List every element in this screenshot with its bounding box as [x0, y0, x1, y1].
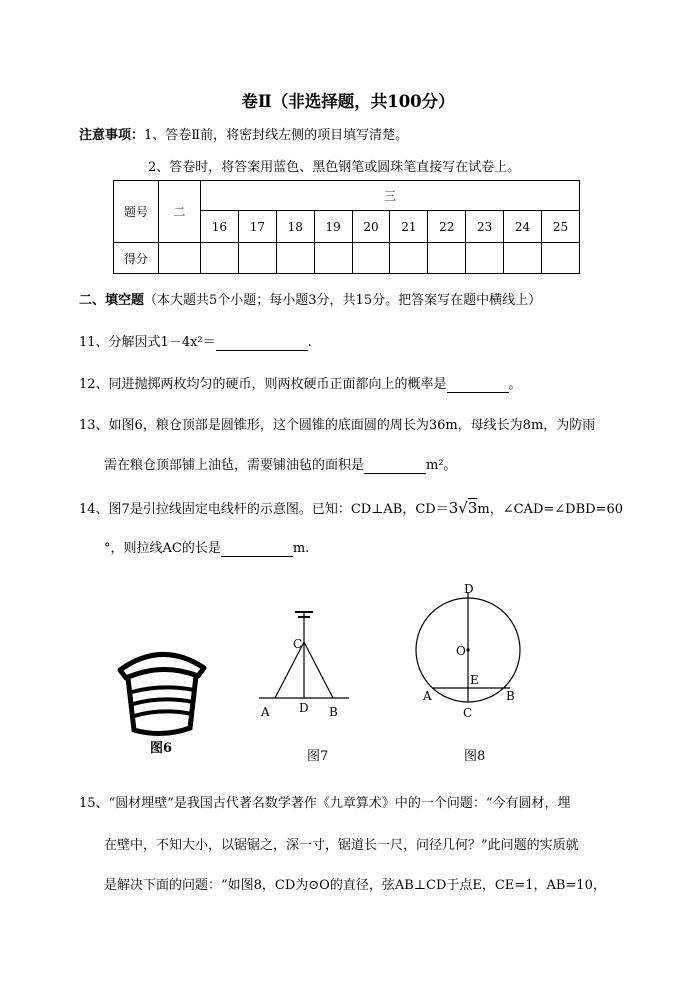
- score-table: [113, 180, 580, 274]
- score-cell[interactable]: [352, 243, 390, 274]
- question-11: [79, 331, 312, 351]
- sqrt-symbol-icon: √: [458, 499, 468, 517]
- q14-radicand: 3: [467, 499, 478, 517]
- q13-line-1: 13、如图6，粮仓顶部是圆锥形，这个圆锥的底面圆的周长为36m，母线长为8m，为防雨: [79, 418, 596, 433]
- score-cell[interactable]: [504, 243, 542, 274]
- section-2-title: 二、填空题: [79, 293, 145, 308]
- row-label-question-number: 题号: [114, 181, 159, 243]
- q14-line-2: [104, 537, 309, 557]
- sub-col-18: 18: [276, 211, 314, 243]
- page-title: 卷Ⅱ（非选择题，共100分）: [241, 92, 455, 111]
- sub-col-23: 23: [466, 211, 504, 243]
- label-a: A: [423, 689, 432, 703]
- q14-coef: 3: [448, 499, 459, 517]
- sub-col-25: 25: [542, 211, 580, 243]
- q12-answer-blank[interactable]: [447, 377, 509, 393]
- center-point: [466, 648, 469, 651]
- col-header-three: 三: [201, 181, 580, 211]
- notice-item-1: 1、答卷Ⅱ前，将密封线左侧的项目填写清楚。: [144, 128, 409, 143]
- notice-label: 注意事项：: [79, 128, 145, 143]
- label-a: A: [261, 705, 270, 719]
- granary-roof: [120, 654, 204, 678]
- q14-text-a: 14、图7是引拉线固定电线杆的示意图。已知：CD⊥AB，CD＝: [79, 502, 449, 517]
- q13-line-2: [104, 454, 457, 474]
- sub-col-24: 24: [504, 211, 542, 243]
- q14-answer-blank[interactable]: [221, 541, 293, 557]
- q11-end: .: [307, 335, 312, 350]
- granary-body: [128, 676, 196, 734]
- label-c: C: [293, 637, 303, 651]
- col-header-two: 二: [159, 181, 201, 243]
- sub-col-16: 16: [201, 211, 239, 243]
- score-cell[interactable]: [314, 243, 352, 274]
- score-cell[interactable]: [201, 243, 239, 274]
- section-2-desc: （本大题共5个小题；每小题3分，共15分。把答案写在题中横线上）: [144, 293, 542, 308]
- q12-end: 。: [508, 377, 522, 392]
- label-o: O: [456, 644, 466, 658]
- label-c: C: [463, 706, 473, 720]
- label-b: B: [506, 689, 515, 703]
- score-cell[interactable]: [428, 243, 466, 274]
- q14-line-1: [79, 498, 623, 517]
- q14-text-c: °，则拉线AC的长是: [104, 541, 221, 556]
- q15-line-2: 在壁中，不知大小，以锯锯之，深一寸，锯道长一尺，问径几何？”此问题的实质就: [104, 838, 579, 853]
- score-cell[interactable]: [466, 243, 504, 274]
- granary-band: [133, 699, 193, 704]
- sub-col-21: 21: [390, 211, 428, 243]
- q15-line-1: 15、“圆材埋壁”是我国古代著名数学著作《九章算术》中的一个问题：“今有圆材，埋: [79, 796, 571, 811]
- row-label-score: 得分: [114, 243, 159, 274]
- label-e: E: [470, 673, 479, 687]
- score-cell[interactable]: [276, 243, 314, 274]
- figure-7-pole: [255, 600, 355, 725]
- q13-text: 需在粮仓顶部铺上油毡，需要铺油毡的面积是: [104, 458, 365, 473]
- question-12: [79, 373, 522, 393]
- q11-answer-blank[interactable]: [216, 335, 308, 351]
- q11-text: 11、分解因式1－4x²＝: [79, 335, 216, 350]
- label-d: D: [464, 582, 474, 596]
- score-cell[interactable]: [238, 243, 276, 274]
- q14-text-b: m，∠CAD=∠DBD=60: [477, 502, 623, 517]
- notice-item-2: 2、答卷时，将答案用蓝色、黑色钢笔或圆珠笔直接写在试卷上。: [148, 160, 521, 175]
- sub-col-22: 22: [428, 211, 466, 243]
- sub-col-19: 19: [314, 211, 352, 243]
- notice-line-1: [79, 124, 408, 143]
- q14-text-d: m.: [292, 541, 310, 556]
- score-cell[interactable]: [390, 243, 428, 274]
- sub-col-20: 20: [352, 211, 390, 243]
- q13-unit: m²。: [426, 458, 457, 473]
- label-d: D: [299, 701, 309, 715]
- granary-band: [132, 687, 194, 692]
- section-2-heading: [79, 289, 541, 308]
- score-cell[interactable]: [159, 243, 201, 274]
- granary-band: [134, 711, 192, 716]
- q12-text: 12、同进抛掷两枚均匀的硬币，则两枚硬币正面都向上的概率是: [79, 377, 447, 392]
- figure-8-caption: 图8: [464, 749, 486, 764]
- score-cell[interactable]: [542, 243, 580, 274]
- figure-7-caption: 图7: [307, 749, 329, 764]
- q13-answer-blank[interactable]: [364, 458, 426, 474]
- sub-col-17: 17: [238, 211, 276, 243]
- label-b: B: [329, 705, 338, 719]
- wire-cb: [304, 642, 333, 698]
- q15-line-3: 是解决下面的问题：“如图8，CD为⊙O的直径，弦AB⊥CD于点E，CE=1，AB=10，: [104, 878, 606, 893]
- figure-6-caption: 图6: [150, 741, 173, 756]
- figure-8-circle: [415, 580, 530, 720]
